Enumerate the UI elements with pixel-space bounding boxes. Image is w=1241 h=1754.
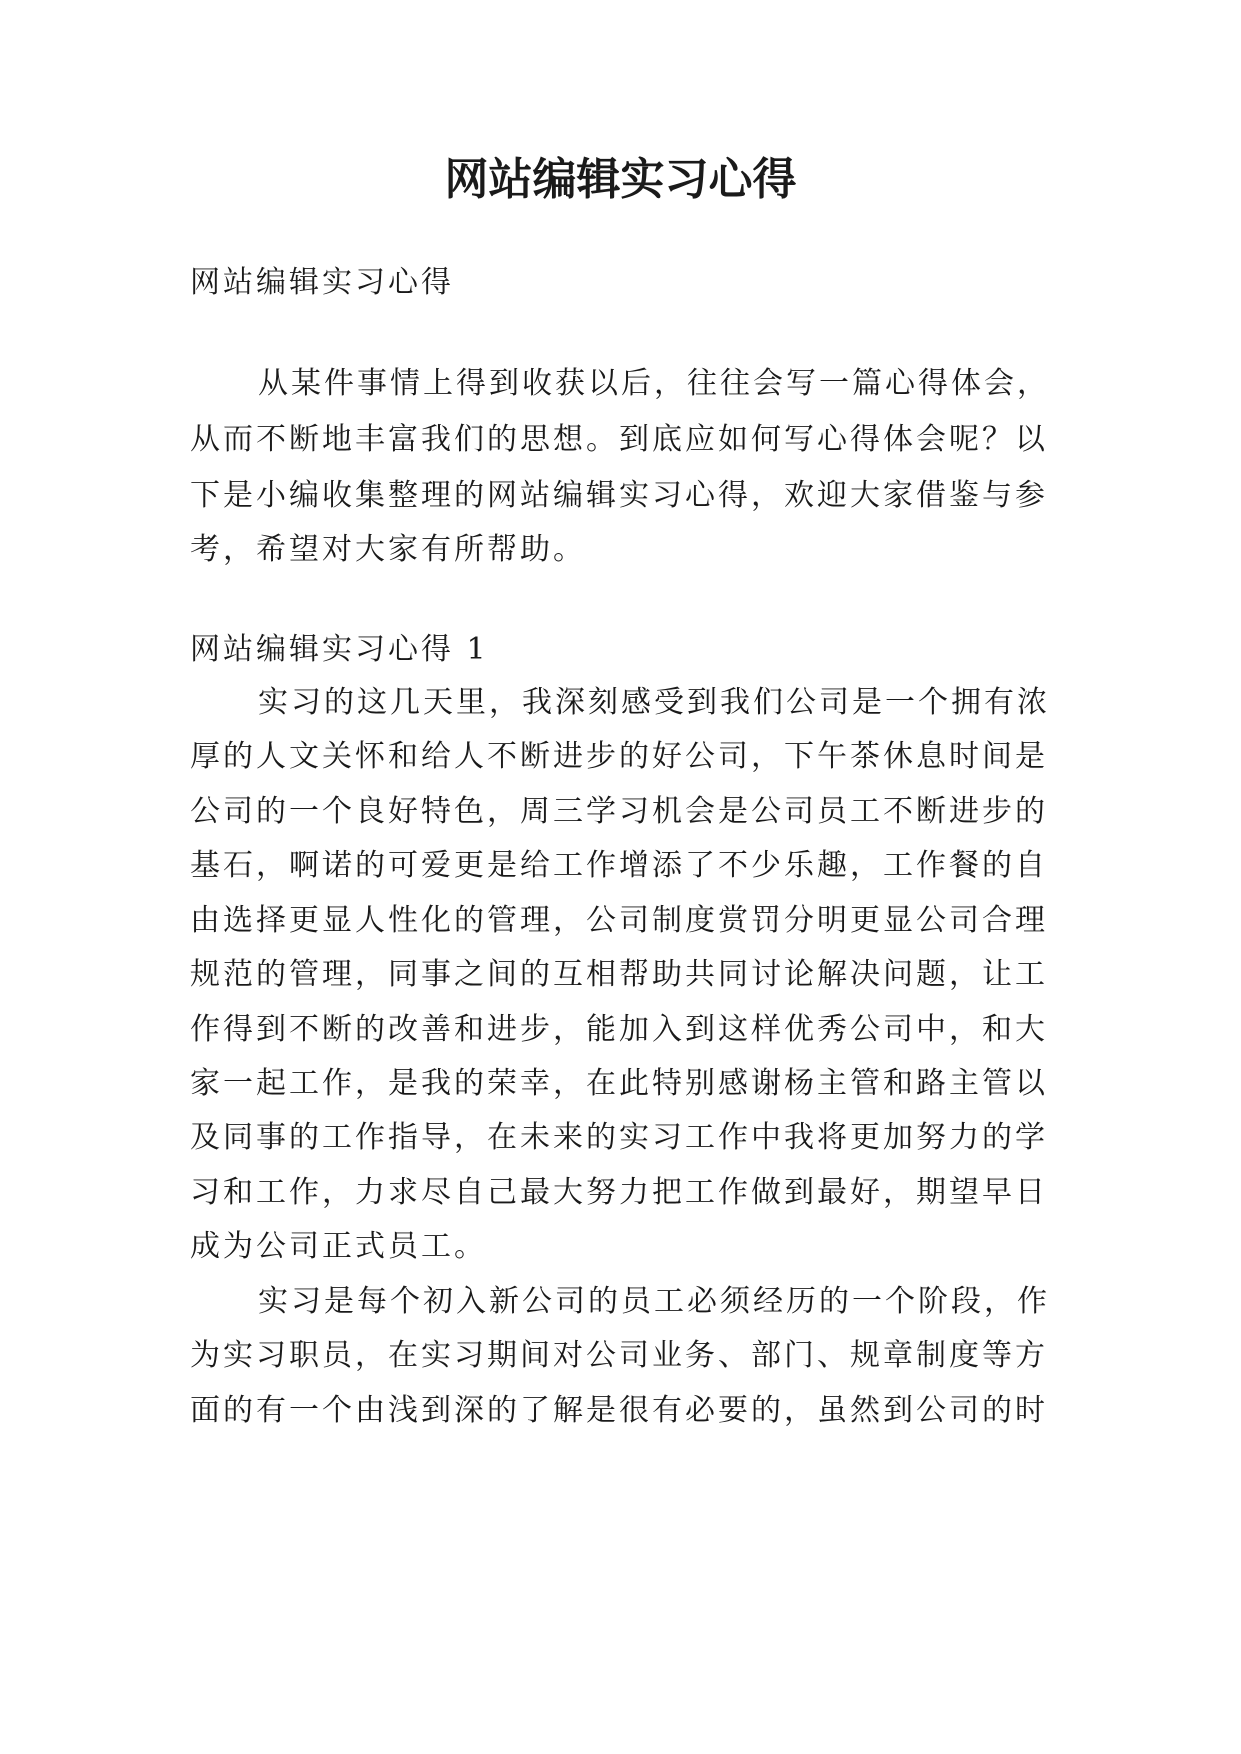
body-line: 实习的这几天里，我深刻感受到我们公司是一个拥有浓: [258, 685, 1050, 720]
intro-line: 下是小编收集整理的网站编辑实习心得，欢迎大家借鉴与参: [190, 478, 1048, 513]
body-line: 习和工作，力求尽自己最大努力把工作做到最好，期望早日: [190, 1175, 1048, 1210]
intro-line: 从某件事情上得到收获以后，往往会写一篇心得体会，: [258, 366, 1050, 401]
body-line: 作得到不断的改善和进步，能加入到这样优秀公司中，和大: [190, 1012, 1048, 1047]
body-line: 成为公司正式员工。: [190, 1229, 487, 1264]
body-line: 由选择更显人性化的管理，公司制度赏罚分明更显公司合理: [190, 903, 1048, 938]
body-line: 基石，啊诺的可爱更是给工作增添了不少乐趣，工作餐的自: [190, 848, 1048, 883]
body-line: 实习是每个初入新公司的员工必须经历的一个阶段，作: [258, 1284, 1050, 1319]
body-line: 规范的管理，同事之间的互相帮助共同讨论解决问题，让工: [190, 957, 1048, 992]
body-line: 家一起工作，是我的荣幸，在此特别感谢杨主管和路主管以: [190, 1066, 1048, 1101]
document-subtitle: 网站编辑实习心得: [190, 265, 454, 300]
document-title: 网站编辑实习心得: [444, 154, 797, 205]
body-line: 及同事的工作指导，在未来的实习工作中我将更加努力的学: [190, 1120, 1048, 1155]
body-line: 为实习职员，在实习期间对公司业务、部门、规章制度等方: [190, 1338, 1048, 1373]
intro-line: 考，希望对大家有所帮助。: [190, 532, 586, 567]
body-line: 厚的人文关怀和给人不断进步的好公司，下午茶休息时间是: [190, 739, 1048, 774]
body-line: 面的有一个由浅到深的了解是很有必要的，虽然到公司的时: [190, 1393, 1048, 1428]
body-line: 公司的一个良好特色，周三学习机会是公司员工不断进步的: [190, 794, 1048, 829]
intro-line: 从而不断地丰富我们的思想。到底应如何写心得体会呢？以: [190, 422, 1048, 457]
section-heading: 网站编辑实习心得 1: [190, 632, 489, 667]
